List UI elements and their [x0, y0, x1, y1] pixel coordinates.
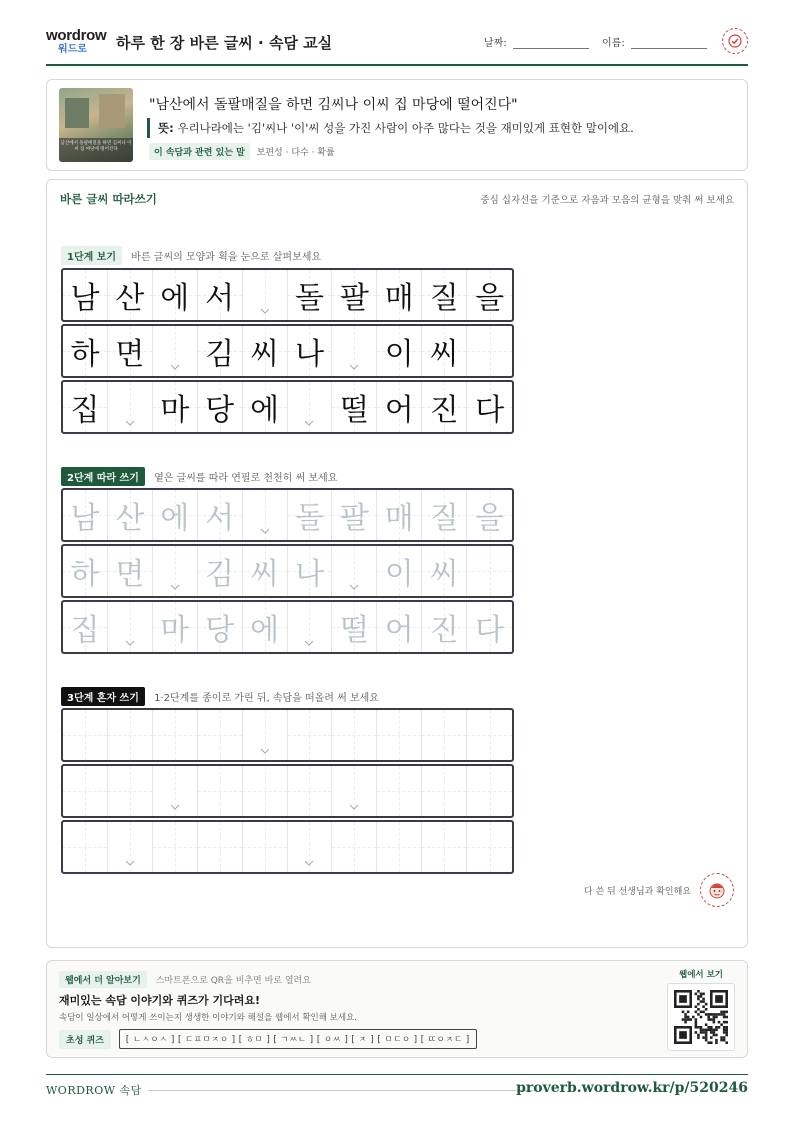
footer-url[interactable]: proverb.wordrow.kr/p/520246: [516, 1080, 748, 1096]
chosung-quiz: [59, 1029, 477, 1049]
grid-cell[interactable]: [153, 546, 198, 596]
grid-cell: [377, 382, 422, 432]
grid-char: 면: [115, 337, 145, 372]
grid-cell[interactable]: [243, 766, 288, 816]
grid-cell: [108, 382, 153, 432]
grid-char: 나: [294, 337, 324, 372]
page-footer: [46, 1074, 748, 1097]
check-stamp-icon: [722, 28, 748, 54]
grid-char: 을: [475, 501, 505, 536]
grid-cell[interactable]: [108, 766, 153, 816]
grid-char: 김: [205, 557, 235, 592]
meaning-text: 우리나라에는 '김'씨나 '이'씨 성을 가진 사람이 아주 많다는 것을 재미있게 표현한 말이에요.: [177, 121, 634, 135]
grid-char: 씨: [429, 337, 459, 372]
grid-char: 다: [475, 613, 505, 648]
grid-cell: [153, 326, 198, 376]
grid-char: 떨: [339, 393, 369, 428]
grid-char: 하: [70, 337, 100, 372]
step-1-line-2: [61, 324, 514, 378]
qr-label: 웹에서 보기: [678, 970, 723, 980]
web-tag-desc: 스마트폰으로 QR을 비추면 바로 열려요: [155, 976, 311, 986]
space-mark-icon: [125, 860, 135, 866]
handwriting-practice-section: [46, 179, 748, 948]
step-1-label: [61, 246, 321, 265]
grid-cell[interactable]: [288, 546, 333, 596]
step-1-desc: 바른 글씨의 모양과 획을 눈으로 살펴보세요: [131, 252, 322, 263]
grid-cell[interactable]: [288, 822, 333, 872]
grid-char: 팔: [339, 501, 369, 536]
logo-text: wordrow: [46, 27, 107, 44]
space-mark-icon: [260, 528, 270, 534]
grid-cell: [467, 270, 512, 320]
grid-char: 면: [115, 557, 145, 592]
grid-cell[interactable]: [332, 710, 377, 760]
grid-char: 산: [115, 281, 145, 316]
good-job-stamp-icon: [700, 873, 734, 907]
step-2-line-2[interactable]: [61, 544, 514, 598]
space-mark-icon: [125, 420, 135, 426]
grid-char: 질: [429, 501, 459, 536]
space-mark-icon: [349, 584, 359, 590]
grid-cell: [108, 326, 153, 376]
grid-char: 팔: [339, 281, 369, 316]
date-line[interactable]: [513, 48, 589, 49]
meaning-label: 뜻:: [158, 121, 174, 135]
name-line[interactable]: [631, 48, 707, 49]
grid-cell[interactable]: [153, 710, 198, 760]
page-header: [46, 26, 748, 66]
grid-char: 당: [205, 393, 235, 428]
grid-cell: [332, 382, 377, 432]
grid-cell: [243, 326, 288, 376]
grid-char: 이: [384, 557, 414, 592]
grid-cell[interactable]: [467, 490, 512, 540]
grid-cell[interactable]: [377, 822, 422, 872]
space-mark-icon: [304, 640, 314, 646]
grid-cell: [153, 382, 198, 432]
grid-char: 어: [384, 393, 414, 428]
grid-cell[interactable]: [63, 602, 108, 652]
space-mark-icon: [304, 420, 314, 426]
step-3-line-3[interactable]: [61, 820, 514, 874]
grid-cell[interactable]: [198, 546, 243, 596]
grid-cell[interactable]: [332, 822, 377, 872]
grid-cell: [467, 326, 512, 376]
grid-cell[interactable]: [108, 822, 153, 872]
quiz-answers[interactable]: [ ㄴㅅㅇㅅ ] [ ㄷㅍㅁㅈㅇ ] [ ㅎㅁ ] [ ㄱㅆㄴ ] [ ㅇㅆ ] [ ㅈ ] [ ㅁㄷㅇ ] [ ㄸㅇㅈㄷ ]: [119, 1029, 477, 1049]
grid-cell[interactable]: [422, 546, 467, 596]
grid-char: 매: [384, 281, 414, 316]
proverb-card: [46, 79, 748, 171]
step-1-line-1: [61, 268, 514, 322]
web-headline: 재미있는 속담 이야기와 퀴즈가 기다려요!: [59, 994, 260, 1007]
grid-cell: [422, 326, 467, 376]
grid-char: 에: [160, 281, 190, 316]
step-2-line-3[interactable]: [61, 600, 514, 654]
grid-cell[interactable]: [422, 490, 467, 540]
grid-char: 진: [429, 393, 459, 428]
grid-char: 떨: [339, 613, 369, 648]
related-label: 이 속담과 관련 있는 말: [149, 143, 250, 160]
proverb-text: "남산에서 돌팔매질을 하면 김씨나 이씨 집 마당에 떨어진다": [149, 97, 518, 113]
space-mark-icon: [304, 860, 314, 866]
wordrow-logo: [46, 28, 110, 60]
step-3-line-2[interactable]: [61, 764, 514, 818]
grid-cell: [288, 382, 333, 432]
name-field[interactable]: [602, 34, 707, 49]
grid-char: 돌: [294, 281, 324, 316]
grid-cell: [108, 270, 153, 320]
web-description: 속담이 일상에서 어떻게 쓰이는지 생생한 이야기와 해설을 웹에서 확인해 보세요.: [59, 1013, 357, 1023]
qr-code-icon: [674, 990, 728, 1044]
web-tag-label: 웹에서 더 알아보기: [59, 971, 147, 988]
space-mark-icon: [170, 804, 180, 810]
related-words: [149, 143, 335, 160]
grid-cell[interactable]: [243, 490, 288, 540]
grid-char: 에: [250, 613, 280, 648]
grid-cell[interactable]: [288, 490, 333, 540]
grid-char: 씨: [250, 337, 280, 372]
grid-char: 진: [429, 613, 459, 648]
grid-cell[interactable]: [332, 602, 377, 652]
grid-cell[interactable]: [63, 546, 108, 596]
grid-char: 에: [250, 393, 280, 428]
grid-cell[interactable]: [422, 766, 467, 816]
step-3-line-1[interactable]: [61, 708, 514, 762]
grid-cell[interactable]: [288, 710, 333, 760]
grid-cell: [243, 382, 288, 432]
grid-cell: [377, 270, 422, 320]
space-mark-icon: [260, 308, 270, 314]
grid-cell[interactable]: [377, 710, 422, 760]
space-mark-icon: [170, 584, 180, 590]
grid-char: 마: [160, 393, 190, 428]
grid-cell: [377, 326, 422, 376]
web-tag: [59, 971, 311, 988]
grid-cell[interactable]: [377, 766, 422, 816]
step-2-badge: 2단계 따라 쓰기: [61, 467, 145, 486]
check-icon: [727, 33, 743, 49]
grid-char: 나: [294, 557, 324, 592]
grid-char: 서: [205, 501, 235, 536]
grid-char: 마: [160, 613, 190, 648]
space-mark-icon: [349, 364, 359, 370]
grid-cell[interactable]: [108, 546, 153, 596]
grid-cell[interactable]: [377, 490, 422, 540]
grid-cell: [243, 270, 288, 320]
step-2-desc: 옅은 글씨를 따라 연필로 천천히 써 보세요: [154, 473, 338, 484]
proverb-thumbnail: [59, 88, 133, 162]
grid-cell: [332, 270, 377, 320]
grid-cell[interactable]: [243, 710, 288, 760]
grid-char: 씨: [250, 557, 280, 592]
grid-char: 을: [475, 281, 505, 316]
step-2-line-1[interactable]: [61, 488, 514, 542]
grid-cell[interactable]: [198, 602, 243, 652]
page-title: 하루 한 장 바른 글씨 · 속담 교실: [116, 34, 333, 52]
logo-sub-text: 워드로: [58, 44, 87, 55]
grid-cell: [422, 270, 467, 320]
step-1-line-3: [61, 380, 514, 434]
quiz-label: 초성 퀴즈: [59, 1030, 111, 1049]
web-more-box: [46, 960, 748, 1058]
grid-cell: [63, 270, 108, 320]
grid-cell[interactable]: [422, 602, 467, 652]
space-mark-icon: [125, 640, 135, 646]
grid-cell[interactable]: [108, 602, 153, 652]
step-3-badge: 3단계 혼자 쓰기: [61, 687, 145, 706]
grid-cell: [198, 270, 243, 320]
grid-cell[interactable]: [198, 822, 243, 872]
footer-brand: WORDROW 속담: [46, 1084, 142, 1097]
grid-cell[interactable]: [153, 766, 198, 816]
grid-cell[interactable]: [467, 546, 512, 596]
grid-char: 남: [70, 501, 100, 536]
space-mark-icon: [260, 748, 270, 754]
practice-note: 중심 십자선을 기준으로 자음과 모음의 균형을 맞춰 써 보세요: [480, 195, 734, 206]
grid-cell[interactable]: [198, 490, 243, 540]
grid-cell[interactable]: [243, 602, 288, 652]
grid-cell: [198, 382, 243, 432]
grid-char: 집: [70, 393, 100, 428]
grid-char: 질: [429, 281, 459, 316]
grid-char: 서: [205, 281, 235, 316]
grid-char: 당: [205, 613, 235, 648]
grid-cell[interactable]: [332, 766, 377, 816]
grid-cell[interactable]: [198, 710, 243, 760]
grid-cell[interactable]: [63, 766, 108, 816]
grid-char: 매: [384, 501, 414, 536]
grid-char: 김: [205, 337, 235, 372]
grid-cell[interactable]: [63, 822, 108, 872]
grid-cell[interactable]: [467, 602, 512, 652]
grid-cell[interactable]: [467, 822, 512, 872]
grid-cell[interactable]: [332, 490, 377, 540]
proverb-meaning: [147, 118, 634, 138]
grid-char: 다: [475, 393, 505, 428]
grid-cell: [153, 270, 198, 320]
space-mark-icon: [170, 364, 180, 370]
grid-cell[interactable]: [63, 710, 108, 760]
grid-cell[interactable]: [63, 490, 108, 540]
grid-cell[interactable]: [467, 710, 512, 760]
grid-cell[interactable]: [153, 822, 198, 872]
grid-char: 에: [160, 501, 190, 536]
qr-code[interactable]: [667, 983, 735, 1051]
grid-cell[interactable]: [198, 766, 243, 816]
related-text: 보편성 · 다수 · 확률: [256, 148, 335, 158]
grid-cell[interactable]: [422, 822, 467, 872]
grid-cell[interactable]: [288, 766, 333, 816]
step-3-label: [61, 687, 379, 706]
grid-char: 어: [384, 613, 414, 648]
grid-cell: [332, 326, 377, 376]
grid-cell[interactable]: [153, 490, 198, 540]
space-mark-icon: [349, 804, 359, 810]
grid-cell[interactable]: [243, 822, 288, 872]
grid-char: 집: [70, 613, 100, 648]
grid-cell: [198, 326, 243, 376]
grid-char: 하: [70, 557, 100, 592]
date-label: 날짜:: [484, 38, 507, 49]
grid-cell[interactable]: [332, 546, 377, 596]
footer-divider: [148, 1090, 538, 1091]
grid-cell: [63, 382, 108, 432]
practice-title: 바른 글씨 따라쓰기: [60, 192, 157, 206]
grid-char: 돌: [294, 501, 324, 536]
grid-char: 남: [70, 281, 100, 316]
grid-cell[interactable]: [422, 710, 467, 760]
step-1-badge: 1단계 보기: [61, 246, 122, 265]
step-2-label: [61, 467, 337, 486]
grid-cell[interactable]: [153, 602, 198, 652]
grid-cell: [288, 326, 333, 376]
grid-cell[interactable]: [108, 710, 153, 760]
grid-cell[interactable]: [377, 602, 422, 652]
grid-cell: [63, 326, 108, 376]
grid-cell[interactable]: [467, 766, 512, 816]
grid-cell: [467, 382, 512, 432]
grid-cell: [288, 270, 333, 320]
grid-cell: [422, 382, 467, 432]
step-3-desc: 1·2단계를 종이로 가린 뒤, 속담을 떠올려 써 보세요: [154, 693, 379, 704]
grid-char: 씨: [429, 557, 459, 592]
grid-cell[interactable]: [108, 490, 153, 540]
thumbnail-caption: 남산에서 돌팔매질을 하면 김씨나 이씨 집 마당에 떨어진다: [59, 138, 133, 162]
grid-cell[interactable]: [377, 546, 422, 596]
grid-cell[interactable]: [243, 546, 288, 596]
teacher-check-note: 다 쓴 뒤 선생님과 확인해요: [583, 887, 691, 897]
date-field[interactable]: [484, 34, 589, 49]
grid-char: 산: [115, 501, 145, 536]
grid-char: 이: [384, 337, 414, 372]
smiley-icon: [704, 877, 730, 903]
name-label: 이름:: [602, 38, 625, 49]
grid-cell[interactable]: [288, 602, 333, 652]
